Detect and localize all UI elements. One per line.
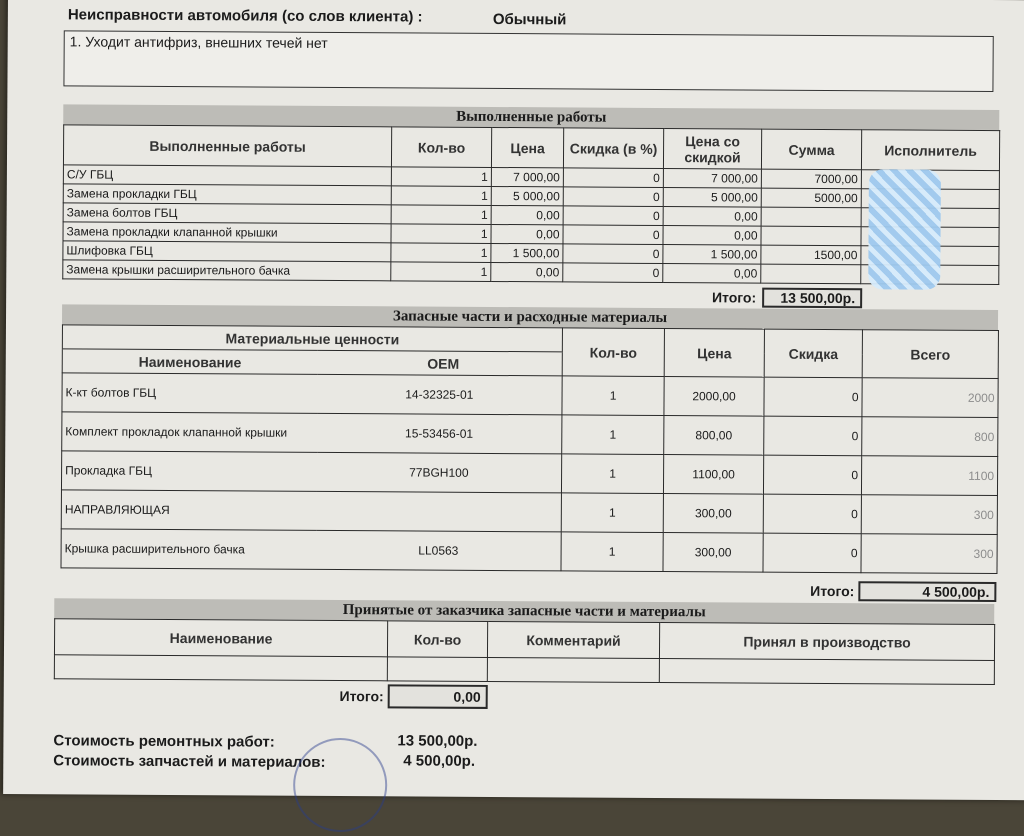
parts-col-name: Наименование bbox=[62, 349, 317, 375]
work-name: С/У ГБЦ bbox=[63, 165, 391, 186]
work-qty: 1 bbox=[391, 243, 491, 263]
work-price: 0,00 bbox=[491, 262, 563, 281]
work-price: 7 000,00 bbox=[491, 167, 563, 186]
work-qty: 1 bbox=[391, 167, 491, 187]
accepted-cell bbox=[54, 655, 387, 681]
table-row bbox=[62, 412, 998, 457]
complaint-label: Неисправности автомобиля (со слов клиента) : bbox=[67, 6, 423, 26]
table-row bbox=[61, 490, 997, 535]
parts-col-oem: OEM bbox=[317, 350, 562, 375]
works-total-value: 13 500,00р. bbox=[762, 288, 862, 309]
accepted-col-qty: Кол-во bbox=[387, 621, 487, 658]
work-name: Шлифовка ГБЦ bbox=[63, 241, 391, 262]
work-sum bbox=[761, 264, 861, 284]
work-qty: 1 bbox=[391, 262, 491, 282]
redacted-executor bbox=[868, 169, 941, 289]
part-name: Комплект прокладок клапанной крышки bbox=[62, 412, 317, 453]
part-name: Крышка расширительного бачка bbox=[61, 529, 316, 570]
part-name: К-кт болтов ГБЦ bbox=[62, 373, 317, 414]
part-price: 800,00 bbox=[664, 416, 764, 456]
work-discount: 0 bbox=[563, 244, 663, 264]
works-col-discount: Скидка (в %) bbox=[563, 128, 663, 169]
works-col-executor: Исполнитель bbox=[861, 130, 999, 171]
works-col-price-disc: Цена со скидкой bbox=[663, 129, 761, 170]
work-price-disc: 1 500,00 bbox=[663, 245, 761, 265]
works-col-price: Цена bbox=[491, 127, 563, 167]
work-discount: 0 bbox=[563, 168, 663, 188]
part-qty: 1 bbox=[561, 532, 663, 572]
works-band-title: Выполненные работы bbox=[63, 104, 999, 130]
works-header-row bbox=[63, 125, 999, 171]
work-price: 1 500,00 bbox=[491, 243, 563, 262]
part-total: 800 bbox=[862, 417, 998, 457]
work-price-disc: 7 000,00 bbox=[663, 169, 761, 189]
accepted-cell bbox=[487, 657, 659, 682]
work-discount: 0 bbox=[563, 187, 663, 207]
parts-col-price: Цена bbox=[664, 329, 764, 378]
complaint-text-box bbox=[63, 30, 993, 92]
work-price: 0,00 bbox=[491, 224, 563, 243]
work-discount: 0 bbox=[563, 263, 663, 283]
work-price-disc: 0,00 bbox=[663, 226, 761, 246]
accepted-total-label: Итого: bbox=[339, 688, 384, 705]
parts-total-label: Итого: bbox=[810, 582, 855, 600]
accepted-total-value: 0,00 bbox=[388, 684, 488, 709]
part-discount: 0 bbox=[763, 533, 861, 573]
summary-works-label: Стоимость ремонтных работ: bbox=[53, 732, 275, 751]
work-sum bbox=[761, 226, 861, 246]
work-price-disc: 0,00 bbox=[663, 264, 761, 284]
table-row bbox=[61, 529, 997, 574]
work-price: 5 000,00 bbox=[491, 186, 563, 205]
works-total-label: Итого: bbox=[711, 289, 757, 306]
works-col-name: Выполненные работы bbox=[63, 125, 391, 167]
accepted-col-name: Наименование bbox=[54, 619, 387, 657]
work-sum bbox=[761, 207, 861, 227]
work-discount: 0 bbox=[563, 206, 663, 226]
part-price: 300,00 bbox=[663, 533, 763, 573]
part-total: 1100 bbox=[861, 456, 997, 496]
part-price: 2000,00 bbox=[664, 377, 764, 417]
accepted-table bbox=[54, 618, 995, 685]
table-row bbox=[54, 655, 994, 685]
parts-band-title: Запасные части и расходные материалы bbox=[62, 304, 998, 330]
summary-parts-value: 4 500,00р. bbox=[403, 752, 476, 770]
part-total: 300 bbox=[861, 495, 997, 535]
part-total: 300 bbox=[861, 534, 997, 574]
accepted-col-accepted: Принял в производство bbox=[659, 622, 994, 660]
table-row bbox=[61, 451, 997, 496]
parts-col-discount: Скидка bbox=[764, 329, 862, 378]
accepted-band-title: Принятые от заказчика запасные части и материалы bbox=[54, 598, 994, 624]
part-price: 1100,00 bbox=[663, 455, 763, 495]
part-discount: 0 bbox=[763, 494, 861, 534]
table-row bbox=[62, 373, 998, 418]
work-price-disc: 0,00 bbox=[663, 207, 761, 227]
work-sum: 5000,00 bbox=[761, 188, 861, 208]
part-price: 300,00 bbox=[663, 494, 763, 534]
part-qty: 1 bbox=[562, 376, 664, 416]
parts-group-header: Материальные ценности bbox=[62, 325, 562, 352]
works-table bbox=[62, 124, 1000, 285]
complaint-text: 1. Уходит антифриз, внешних течей нет bbox=[69, 33, 328, 51]
accepted-header-row bbox=[54, 619, 994, 661]
stamp-mark bbox=[293, 738, 388, 833]
part-discount: 0 bbox=[764, 377, 862, 417]
part-qty: 1 bbox=[562, 415, 664, 455]
part-discount: 0 bbox=[763, 455, 861, 495]
works-col-qty: Кол-во bbox=[391, 127, 491, 168]
parts-table bbox=[60, 324, 998, 574]
summary-works-value: 13 500,00р. bbox=[397, 732, 478, 750]
complaint-type: Обычный bbox=[492, 10, 567, 29]
work-qty: 1 bbox=[391, 224, 491, 244]
part-oem: 14-32325-01 bbox=[317, 374, 562, 414]
work-qty: 1 bbox=[391, 205, 491, 225]
part-name: Прокладка ГБЦ bbox=[61, 451, 316, 492]
work-sum: 1500,00 bbox=[761, 245, 861, 265]
parts-col-total: Всего bbox=[862, 330, 998, 379]
document-page bbox=[3, 0, 1024, 800]
work-qty: 1 bbox=[391, 186, 491, 206]
part-qty: 1 bbox=[561, 454, 663, 494]
part-oem: 15-53456-01 bbox=[317, 413, 562, 453]
part-oem bbox=[316, 491, 561, 531]
work-discount: 0 bbox=[563, 225, 663, 245]
work-name: Замена крышки расширительного бачка bbox=[63, 260, 391, 281]
accepted-cell bbox=[387, 657, 487, 682]
work-price-disc: 5 000,00 bbox=[663, 188, 761, 208]
work-price: 0,00 bbox=[491, 205, 563, 224]
part-discount: 0 bbox=[764, 416, 862, 456]
works-col-sum: Сумма bbox=[761, 129, 861, 170]
parts-col-qty: Кол-во bbox=[562, 328, 664, 377]
parts-total-value: 4 500,00р. bbox=[858, 581, 996, 602]
part-total: 2000 bbox=[862, 378, 998, 418]
work-name: Замена прокладки клапанной крышки bbox=[63, 222, 391, 243]
work-name: Замена прокладки ГБЦ bbox=[63, 184, 391, 205]
part-oem: 77BGH100 bbox=[316, 452, 561, 492]
summary-parts-label: Стоимость запчастей и материалов: bbox=[53, 752, 326, 771]
accepted-cell bbox=[659, 658, 994, 684]
work-sum: 7000,00 bbox=[761, 169, 861, 189]
part-oem: LL0563 bbox=[316, 530, 561, 570]
part-name: НАПРАВЛЯЮЩАЯ bbox=[61, 490, 316, 531]
accepted-col-comment: Комментарий bbox=[487, 621, 659, 658]
work-name: Замена болтов ГБЦ bbox=[63, 203, 391, 224]
part-qty: 1 bbox=[561, 493, 663, 533]
